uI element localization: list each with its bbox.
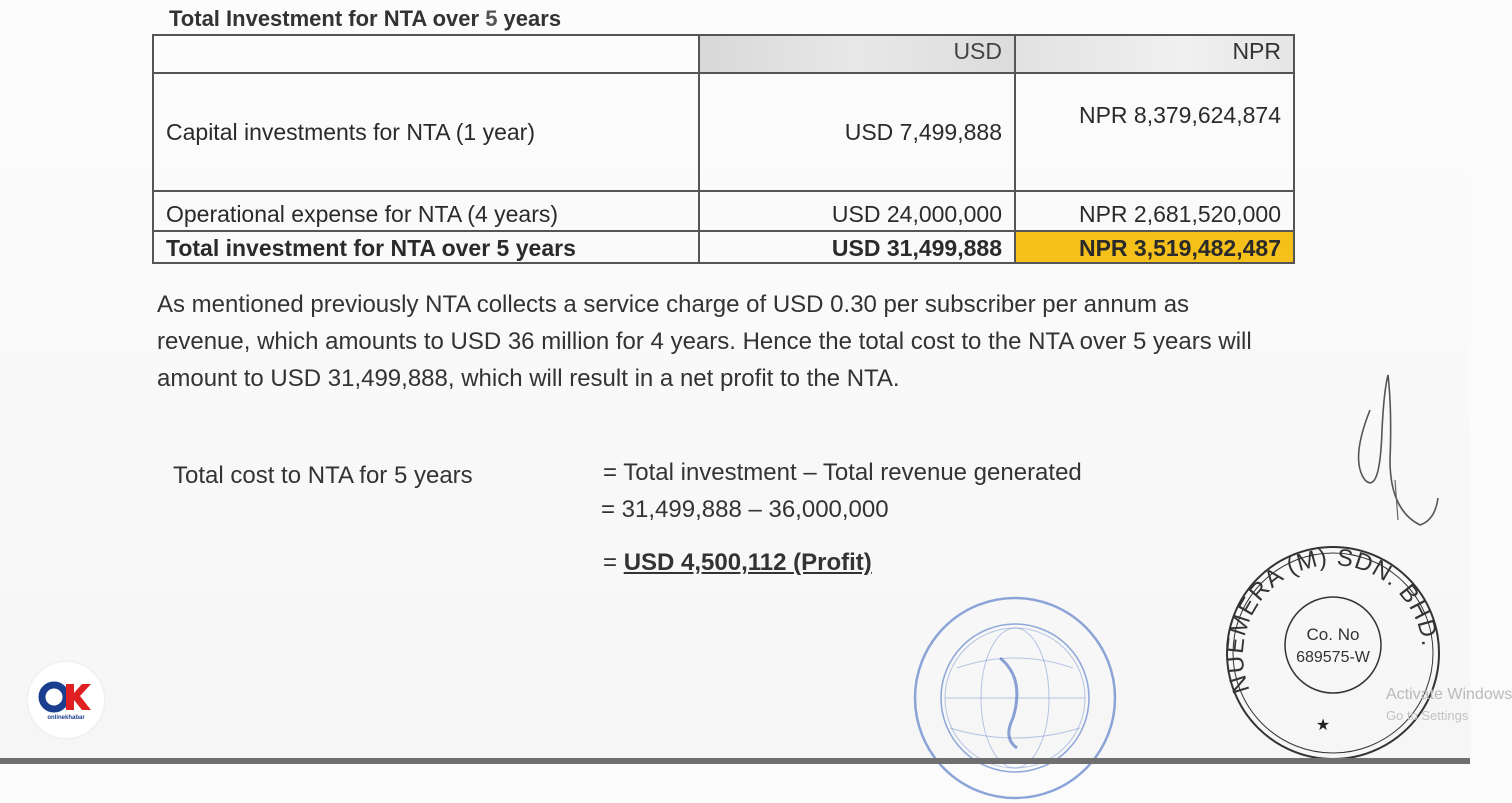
investment-table bbox=[152, 34, 1295, 264]
table-row bbox=[153, 73, 1294, 191]
bottom-bar bbox=[0, 758, 1470, 764]
table-header-blank bbox=[153, 35, 699, 73]
heading-year: 5 bbox=[485, 6, 498, 31]
svg-text:★: ★ bbox=[1315, 715, 1331, 734]
table-row bbox=[153, 191, 1294, 231]
row-npr: NPR 8,379,624,874 bbox=[1015, 73, 1294, 191]
body-paragraph: As mentioned previously NTA collects a service charge of USD 0.30 per subscriber per annum as revenue, which amounts to USD 36 million for 4 years. Hence the total cost to the NTA over 5 years will amount to USD 31,499,888, which will result in a net profit to the NTA. bbox=[157, 291, 1252, 392]
equation-result: USD 4,500,112 (Profit) bbox=[623, 549, 872, 576]
activate-windows-text: Activate Windows bbox=[1386, 686, 1512, 703]
equation-line-1: = Total investment – Total revenue generated bbox=[603, 459, 1082, 486]
table-header-npr: NPR bbox=[1015, 35, 1294, 73]
heading-text-a: Total Investment for NTA over bbox=[169, 6, 486, 31]
svg-text:NUEMERA (M) SDN. BHD. bbox=[1222, 544, 1444, 696]
table-header-row bbox=[153, 35, 1294, 73]
total-npr-highlighted: NPR 3,519,482,487 bbox=[1015, 231, 1294, 263]
row-npr: NPR 2,681,520,000 bbox=[1015, 191, 1294, 231]
onlinekhabar-logo-icon bbox=[28, 662, 104, 738]
total-usd: USD 31,499,888 bbox=[699, 231, 1015, 263]
table-heading bbox=[169, 6, 561, 32]
row-label: Operational expense for NTA (4 years) bbox=[153, 191, 699, 231]
government-seal-icon bbox=[905, 598, 1125, 758]
table-total-row bbox=[153, 231, 1294, 263]
row-usd: USD 24,000,000 bbox=[699, 191, 1015, 231]
stamp-co-label: Co. No bbox=[1306, 625, 1360, 644]
equation-line-3 bbox=[603, 549, 872, 577]
go-to-settings-text: Go to Settings bbox=[1386, 708, 1469, 723]
total-label: Total investment for NTA over 5 years bbox=[153, 231, 699, 263]
heading-text-b: years bbox=[497, 6, 562, 31]
equation-label: Total cost to NTA for 5 years bbox=[173, 462, 473, 489]
equation-prefix: = bbox=[603, 549, 624, 576]
stamp-ring-text: NUEMERA (M) SDN. BHD. bbox=[1221, 544, 1444, 697]
company-stamp-icon bbox=[1220, 540, 1446, 766]
signature-icon bbox=[1340, 370, 1450, 545]
row-label: Capital investments for NTA (1 year) bbox=[153, 73, 699, 191]
table-header-usd: USD bbox=[699, 35, 1015, 73]
equation-line-2: = 31,499,888 – 36,000,000 bbox=[601, 496, 889, 523]
row-usd: USD 7,499,888 bbox=[699, 73, 1015, 191]
stamp-co-number: 689575-W bbox=[1296, 649, 1370, 666]
svg-text:onlinekhabar: onlinekhabar bbox=[47, 715, 85, 721]
